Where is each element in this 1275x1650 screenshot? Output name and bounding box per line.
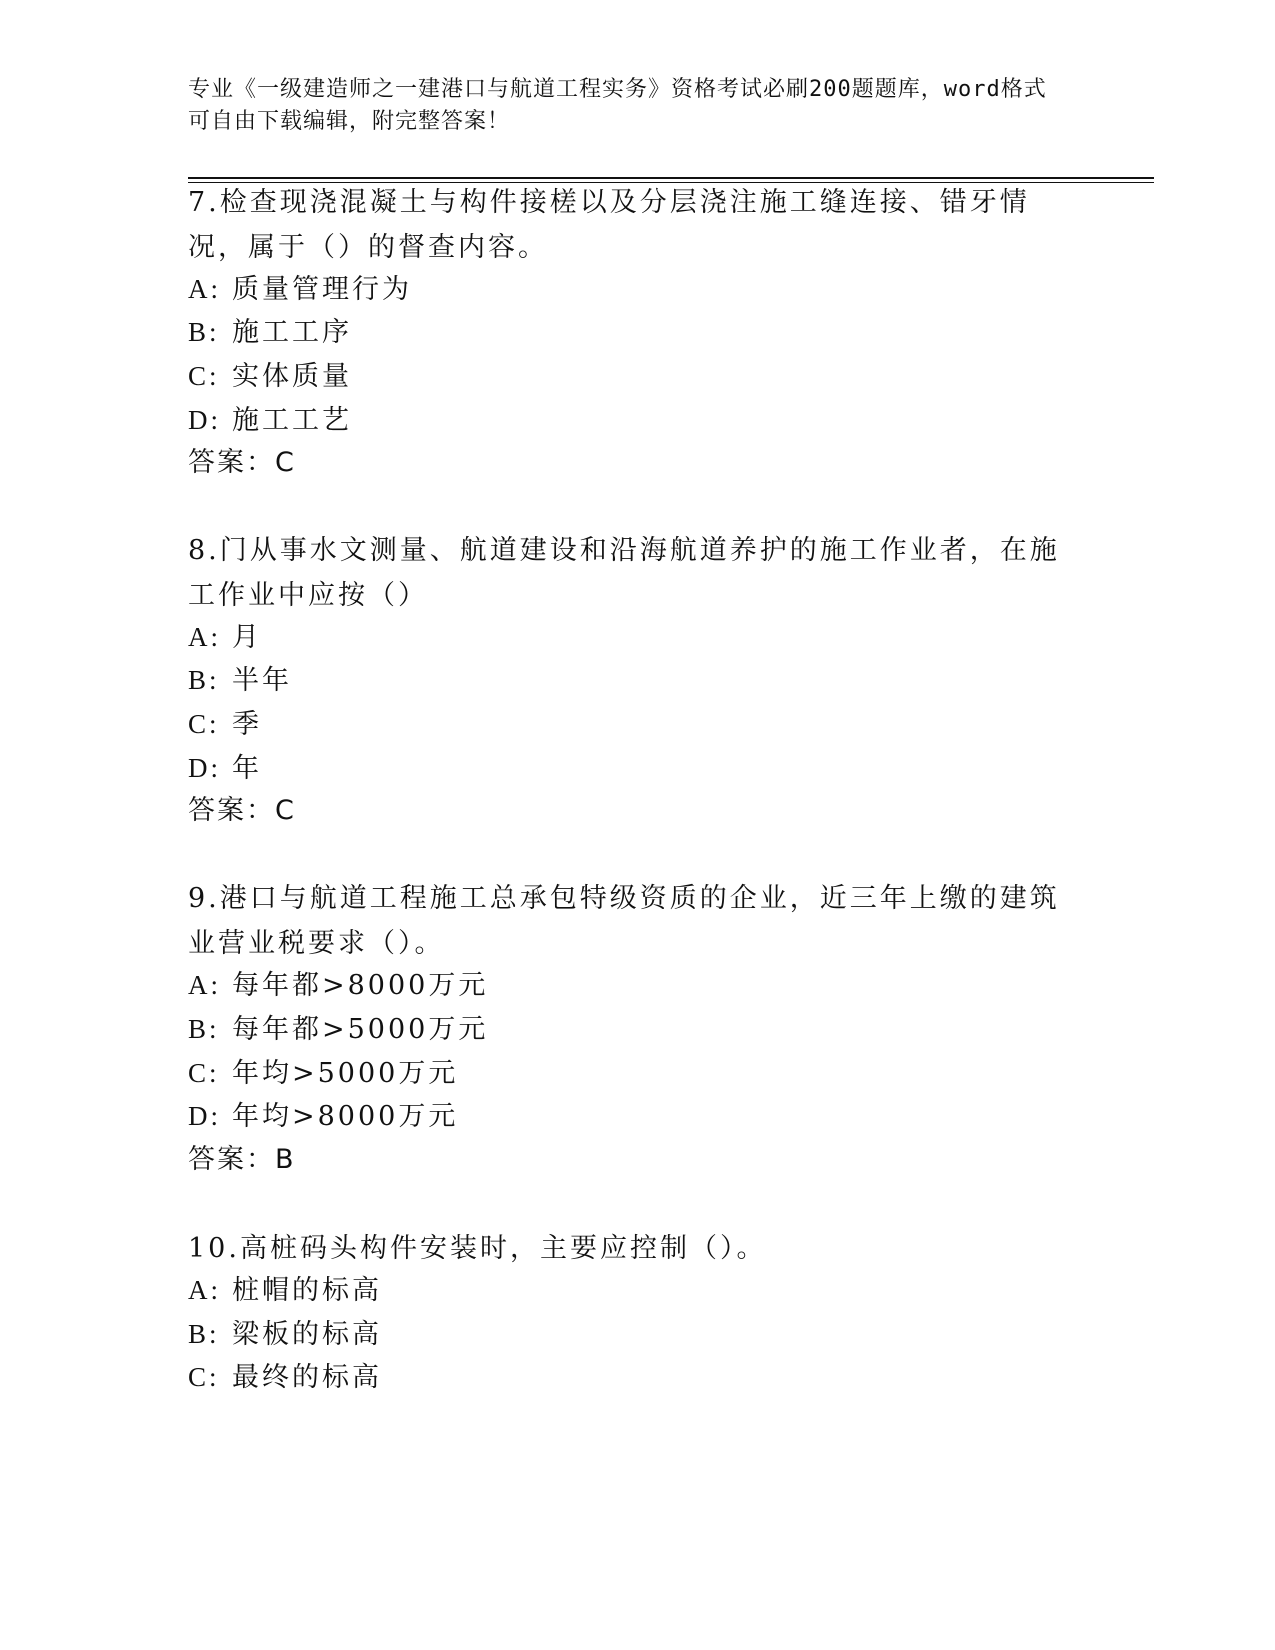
option-letter: A: bbox=[188, 970, 221, 1000]
option-text: 质量管理行为 bbox=[232, 274, 412, 305]
option-b bbox=[188, 661, 1068, 700]
answer: 答案：B bbox=[188, 1144, 296, 1175]
document-header: 专业《一级建造师之一建港口与航道工程实务》资格考试必刷200题题库，word格式可自由下载编辑，附完整答案！ bbox=[188, 77, 1047, 134]
answer: 答案：C bbox=[188, 447, 296, 478]
option-letter: D: bbox=[188, 405, 221, 435]
option-letter: B: bbox=[188, 1014, 220, 1044]
option-text: 年均>8000万元 bbox=[232, 1101, 459, 1132]
option-letter: A: bbox=[188, 622, 221, 652]
question-text: 10.高桩码头构件安装时，主要应控制（）。 bbox=[188, 1233, 767, 1264]
option-letter: D: bbox=[188, 1101, 221, 1131]
option-c bbox=[188, 1358, 1068, 1397]
option-c bbox=[188, 357, 1068, 396]
option-text: 年均>5000万元 bbox=[232, 1058, 459, 1089]
option-text: 半年 bbox=[232, 665, 292, 696]
option-letter: B: bbox=[188, 1319, 220, 1349]
option-c bbox=[188, 705, 1068, 744]
option-text: 施工工艺 bbox=[232, 405, 352, 436]
option-letter: A: bbox=[188, 274, 221, 304]
option-d bbox=[188, 749, 1068, 788]
option-letter: A: bbox=[188, 1275, 221, 1305]
option-letter: B: bbox=[188, 317, 220, 347]
option-b bbox=[188, 1010, 1068, 1049]
option-text: 年 bbox=[232, 753, 262, 784]
option-c bbox=[188, 1054, 1068, 1093]
option-d bbox=[188, 401, 1068, 440]
option-letter: C: bbox=[188, 709, 220, 739]
option-text: 每年都>5000万元 bbox=[232, 1014, 489, 1045]
option-d bbox=[188, 1097, 1068, 1136]
question-text: 7.检查现浇混凝土与构件接槎以及分层浇注施工缝连接、错牙情况，属于（）的督查内容。 bbox=[188, 187, 1030, 263]
option-b bbox=[188, 313, 1068, 352]
option-a bbox=[188, 270, 1068, 309]
option-letter: C: bbox=[188, 361, 220, 391]
header-divider-thick bbox=[188, 177, 1154, 179]
option-letter: C: bbox=[188, 1058, 220, 1088]
option-text: 季 bbox=[232, 709, 262, 740]
option-a bbox=[188, 618, 1068, 657]
option-text: 桩帽的标高 bbox=[232, 1275, 382, 1306]
question-text: 8.门从事水文测量、航道建设和沿海航道养护的施工作业者，在施工作业中应按（） bbox=[188, 535, 1060, 611]
answer: 答案：C bbox=[188, 795, 296, 826]
option-letter: B: bbox=[188, 665, 220, 695]
option-a bbox=[188, 966, 1068, 1005]
option-letter: D: bbox=[188, 753, 221, 783]
option-letter: C: bbox=[188, 1362, 220, 1392]
option-text: 梁板的标高 bbox=[232, 1319, 382, 1350]
option-text: 每年都>8000万元 bbox=[232, 970, 489, 1001]
option-b bbox=[188, 1315, 1068, 1354]
option-a bbox=[188, 1271, 1068, 1310]
question-text: 9.港口与航道工程施工总承包特级资质的企业，近三年上缴的建筑业营业税要求（）。 bbox=[188, 883, 1060, 959]
option-text: 实体质量 bbox=[232, 361, 352, 392]
option-text: 最终的标高 bbox=[232, 1362, 382, 1393]
option-text: 月 bbox=[232, 622, 262, 653]
option-text: 施工工序 bbox=[232, 317, 352, 348]
